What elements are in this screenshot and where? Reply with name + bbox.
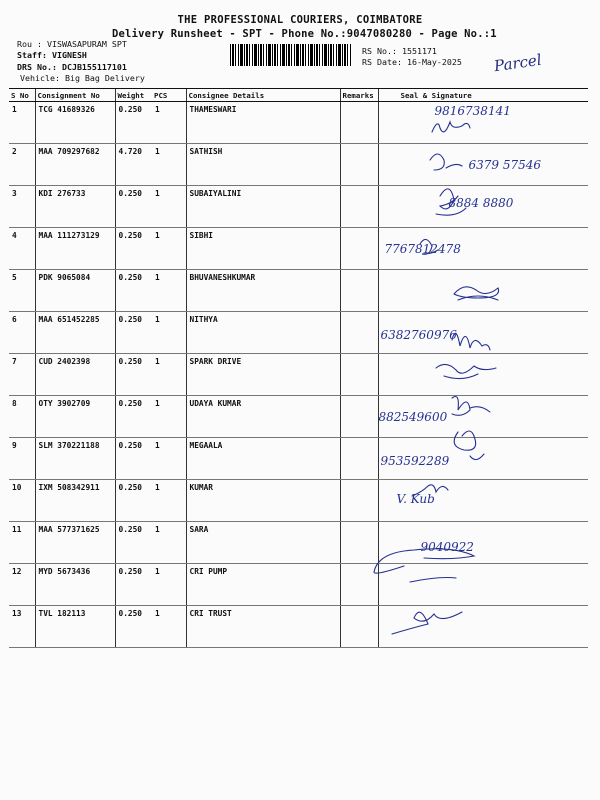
rs-date: RS Date: 16-May-2025 bbox=[362, 57, 462, 67]
row-pcs: 1 bbox=[152, 102, 186, 144]
row-weight: 0.250 bbox=[115, 438, 152, 480]
handwritten-phone-number: 882549600 bbox=[378, 410, 448, 424]
col-header-weight: Weight bbox=[115, 89, 152, 102]
row-signature bbox=[378, 228, 588, 270]
row-weight: 0.250 bbox=[115, 186, 152, 228]
table-row bbox=[9, 144, 588, 186]
row-remarks bbox=[340, 606, 378, 648]
row-weight: 0.250 bbox=[115, 228, 152, 270]
table-row bbox=[9, 480, 588, 522]
row-consignment-no: OTY 3902709 bbox=[35, 396, 115, 438]
company-title: THE PROFESSIONAL COURIERS, COIMBATORE bbox=[177, 14, 423, 26]
row-pcs: 1 bbox=[152, 438, 186, 480]
row-weight: 0.250 bbox=[115, 396, 152, 438]
table-row bbox=[9, 606, 588, 648]
row-weight: 0.250 bbox=[115, 354, 152, 396]
row-sno: 5 bbox=[9, 270, 35, 312]
handwritten-phone-number: 8884 8880 bbox=[448, 196, 514, 210]
row-consignee: SATHISH bbox=[186, 144, 340, 186]
row-remarks bbox=[340, 144, 378, 186]
row-consignment-no: TVL 182113 bbox=[35, 606, 115, 648]
row-consignment-no: MAA 111273129 bbox=[35, 228, 115, 270]
row-signature bbox=[378, 396, 588, 438]
row-sno: 9 bbox=[9, 438, 35, 480]
col-header-signature: Seal & Signature bbox=[378, 89, 588, 102]
row-signature bbox=[378, 438, 588, 480]
row-sno: 11 bbox=[9, 522, 35, 564]
row-pcs: 1 bbox=[152, 144, 186, 186]
row-sno: 3 bbox=[9, 186, 35, 228]
row-remarks bbox=[340, 228, 378, 270]
table-row bbox=[9, 312, 588, 354]
handwritten-parcel-note: Parcel bbox=[492, 50, 543, 76]
row-sno: 13 bbox=[9, 606, 35, 648]
row-consignee: SPARK DRIVE bbox=[186, 354, 340, 396]
row-consignee: NITHYA bbox=[186, 312, 340, 354]
row-signature bbox=[378, 312, 588, 354]
col-header-pcs: PCS bbox=[152, 89, 186, 102]
row-signature bbox=[378, 144, 588, 186]
row-consignee: CRI PUMP bbox=[186, 564, 340, 606]
row-sno: 7 bbox=[9, 354, 35, 396]
col-header-consignee: Consignee Details bbox=[186, 89, 340, 102]
row-consignee: THAMESWARI bbox=[186, 102, 340, 144]
staff-label: Staff: VIGNESH bbox=[17, 50, 87, 60]
row-consignment-no: MAA 651452285 bbox=[35, 312, 115, 354]
row-consignment-no: IXM 508342911 bbox=[35, 480, 115, 522]
row-weight: 0.250 bbox=[115, 606, 152, 648]
row-pcs: 1 bbox=[152, 396, 186, 438]
vehicle-label: Vehicle: Big Bag Delivery bbox=[20, 73, 145, 83]
row-consignment-no: SLM 370221188 bbox=[35, 438, 115, 480]
row-pcs: 1 bbox=[152, 480, 186, 522]
handwritten-phone-number: 9040922 bbox=[420, 540, 474, 554]
barcode-icon bbox=[230, 44, 352, 66]
row-weight: 0.250 bbox=[115, 480, 152, 522]
row-sno: 8 bbox=[9, 396, 35, 438]
row-remarks bbox=[340, 438, 378, 480]
row-sno: 12 bbox=[9, 564, 35, 606]
row-sno: 10 bbox=[9, 480, 35, 522]
row-pcs: 1 bbox=[152, 354, 186, 396]
handwritten-phone-number: 7767812478 bbox=[384, 242, 461, 256]
row-sno: 6 bbox=[9, 312, 35, 354]
table-header-row bbox=[9, 89, 588, 102]
row-consignment-no: MYD 5673436 bbox=[35, 564, 115, 606]
row-pcs: 1 bbox=[152, 270, 186, 312]
runsheet-table bbox=[9, 88, 588, 648]
row-weight: 4.720 bbox=[115, 144, 152, 186]
row-consignment-no: TCG 41689326 bbox=[35, 102, 115, 144]
row-signature bbox=[378, 480, 588, 522]
row-pcs: 1 bbox=[152, 228, 186, 270]
table-row bbox=[9, 228, 588, 270]
row-signature bbox=[378, 102, 588, 144]
row-pcs: 1 bbox=[152, 522, 186, 564]
row-weight: 0.250 bbox=[115, 270, 152, 312]
col-header-remarks: Remarks bbox=[340, 89, 378, 102]
handwritten-phone-number: 953592289 bbox=[380, 454, 450, 468]
row-consignee: MEGAALA bbox=[186, 438, 340, 480]
row-remarks bbox=[340, 270, 378, 312]
col-header-consignment: Consignment No bbox=[35, 89, 115, 102]
handwritten-phone-number: 9816738141 bbox=[434, 104, 511, 118]
row-consignee: SARA bbox=[186, 522, 340, 564]
row-sno: 2 bbox=[9, 144, 35, 186]
table-row bbox=[9, 186, 588, 228]
row-weight: 0.250 bbox=[115, 102, 152, 144]
row-consignee: SIBHI bbox=[186, 228, 340, 270]
row-sno: 1 bbox=[9, 102, 35, 144]
table-row bbox=[9, 270, 588, 312]
table-row bbox=[9, 396, 588, 438]
row-consignment-no: MAA 709297682 bbox=[35, 144, 115, 186]
row-remarks bbox=[340, 312, 378, 354]
handwritten-phone-number: 6379 57546 bbox=[468, 158, 542, 172]
runsheet-subtitle: Delivery Runsheet - SPT - Phone No.:9047080280 - Page No.:1 bbox=[112, 28, 497, 40]
row-consignment-no: MAA 577371625 bbox=[35, 522, 115, 564]
row-pcs: 1 bbox=[152, 186, 186, 228]
drs-number: DRS No.: DCJB155117101 bbox=[17, 62, 127, 72]
row-consignment-no: KDI 276733 bbox=[35, 186, 115, 228]
row-consignee: BHUVANESHKUMAR bbox=[186, 270, 340, 312]
row-pcs: 1 bbox=[152, 312, 186, 354]
row-consignment-no: CUD 2402398 bbox=[35, 354, 115, 396]
row-remarks bbox=[340, 186, 378, 228]
row-consignee: SUBAIYALINI bbox=[186, 186, 340, 228]
row-signature bbox=[378, 270, 588, 312]
handwritten-phone-number: V. Kub bbox=[396, 492, 435, 506]
row-consignee: CRI TRUST bbox=[186, 606, 340, 648]
row-weight: 0.250 bbox=[115, 522, 152, 564]
table-row bbox=[9, 354, 588, 396]
row-weight: 0.250 bbox=[115, 564, 152, 606]
row-remarks bbox=[340, 480, 378, 522]
table-row bbox=[9, 564, 588, 606]
col-header-sno: S No bbox=[9, 89, 35, 102]
row-remarks bbox=[340, 396, 378, 438]
route-label: Rou : VISWASAPURAM SPT bbox=[17, 39, 127, 49]
row-signature bbox=[378, 606, 588, 648]
row-consignment-no: PDK 9065084 bbox=[35, 270, 115, 312]
row-remarks bbox=[340, 354, 378, 396]
row-signature bbox=[378, 186, 588, 228]
table-row bbox=[9, 522, 588, 564]
table-row bbox=[9, 102, 588, 144]
table-body bbox=[9, 102, 588, 648]
row-remarks bbox=[340, 522, 378, 564]
table-row bbox=[9, 438, 588, 480]
handwritten-phone-number: 6382760976 bbox=[380, 328, 457, 342]
row-consignee: UDAYA KUMAR bbox=[186, 396, 340, 438]
row-pcs: 1 bbox=[152, 606, 186, 648]
row-remarks bbox=[340, 564, 378, 606]
row-signature bbox=[378, 564, 588, 606]
row-weight: 0.250 bbox=[115, 312, 152, 354]
row-signature bbox=[378, 522, 588, 564]
row-consignee: KUMAR bbox=[186, 480, 340, 522]
row-pcs: 1 bbox=[152, 564, 186, 606]
row-sno: 4 bbox=[9, 228, 35, 270]
rs-number: RS No.: 1551171 bbox=[362, 46, 437, 56]
row-remarks bbox=[340, 102, 378, 144]
row-signature bbox=[378, 354, 588, 396]
